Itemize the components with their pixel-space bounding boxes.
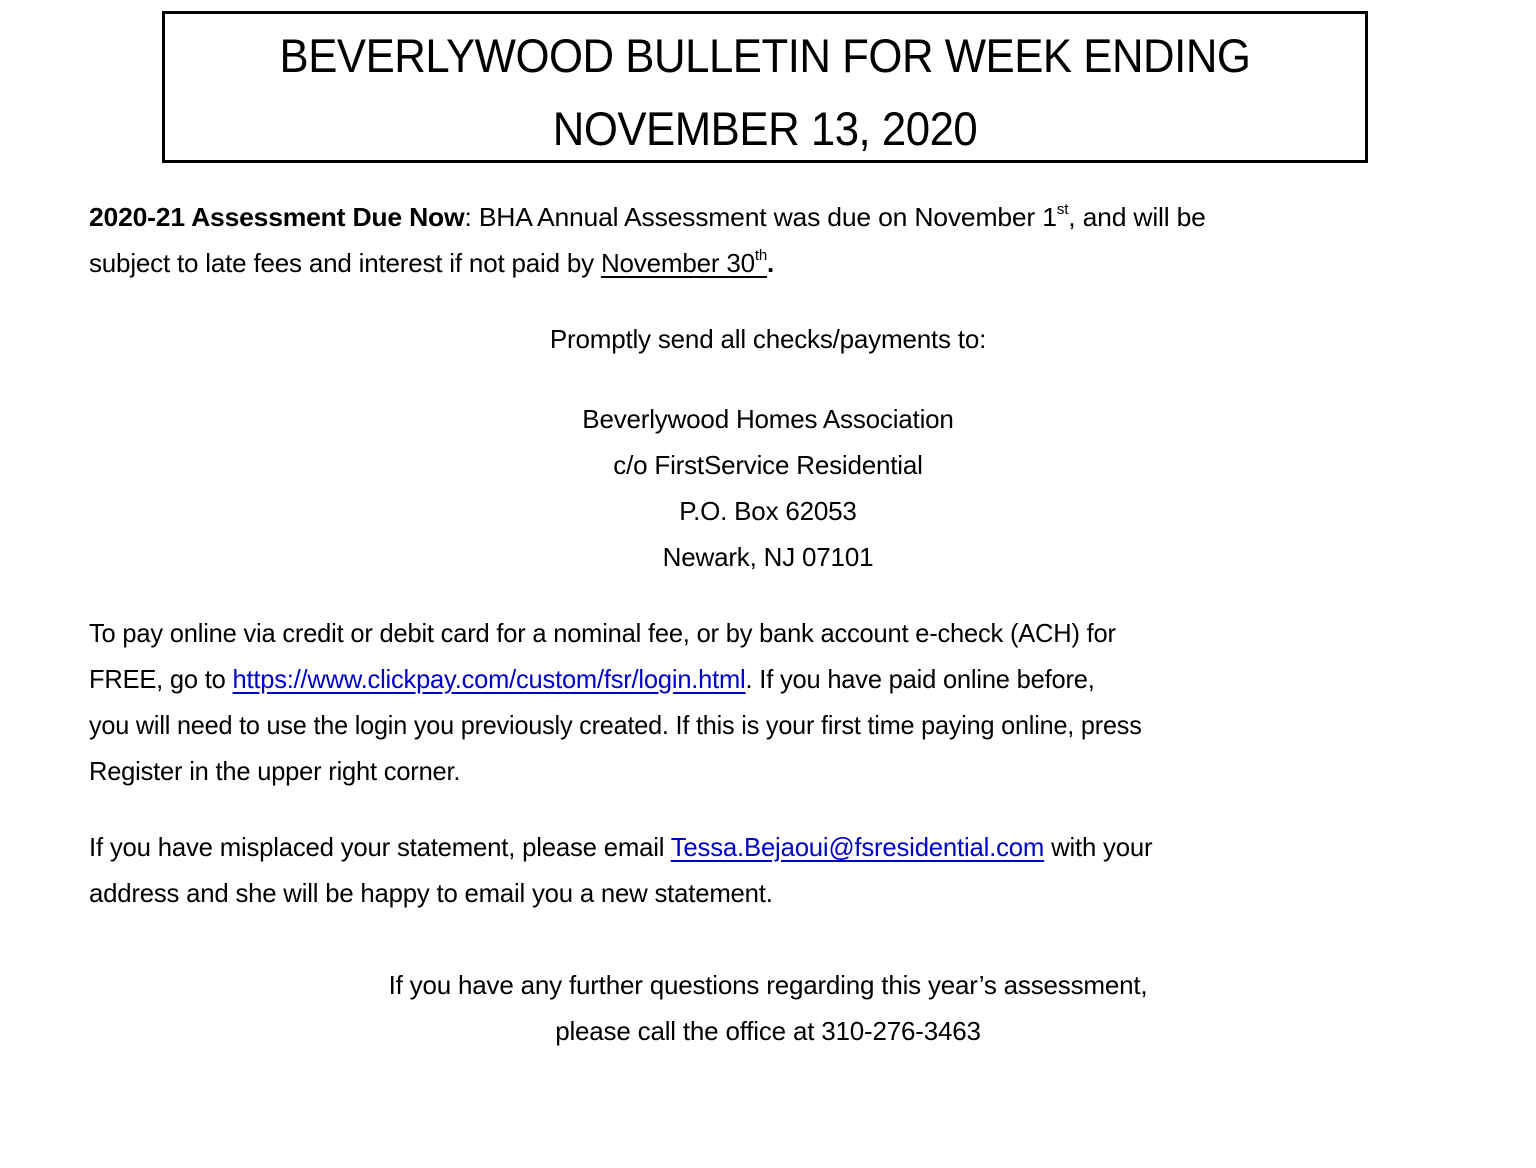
contact-line-1: If you have any further questions regarding this year’s assessment, <box>388 970 1148 1000</box>
assessment-line-2 <box>89 245 774 281</box>
assessment-line-1-text: BHA Annual Assessment was due on November 1 <box>471 202 1057 232</box>
online-payment-line-2 <box>89 661 1095 697</box>
address-line-city-state-zip: Newark, NJ 07101 <box>662 542 874 572</box>
ordinal-suffix: st <box>1056 201 1069 219</box>
contact-email-link[interactable]: Tessa.Bejaoui@fsresidential.com <box>670 832 1045 862</box>
address-line-care-of: c/o FirstService Residential <box>613 450 923 480</box>
contact-line-2: please call the office at 310-276-3463 <box>555 1016 981 1046</box>
bulletin-title-box <box>162 11 1368 163</box>
misplaced-statement-line-2: address and she will be happy to email you a new statement. <box>89 878 773 908</box>
assessment-line-1-tail: , and will be <box>1068 202 1206 232</box>
online-payment-line-2-pre: FREE, go to <box>89 664 233 694</box>
assessment-heading: 2020-21 Assessment Due Now <box>89 202 465 232</box>
address-line-organization: Beverlywood Homes Association <box>582 404 954 434</box>
deadline-date <box>601 248 767 278</box>
misplaced-statement-line-1-pre: If you have misplaced your statement, please email <box>89 832 671 862</box>
clickpay-login-link[interactable]: https://www.clickpay.com/custom/fsr/login.html <box>232 664 746 694</box>
ordinal-suffix: th <box>754 247 767 265</box>
deadline-date-text: November 30 <box>600 248 755 278</box>
assessment-line-1 <box>89 199 1206 235</box>
payment-intro: Promptly send all checks/payments to: <box>549 324 987 354</box>
bulletin-title-line-1: BEVERLYWOOD BULLETIN FOR WEEK ENDING <box>279 29 1251 82</box>
online-payment-line-2-post: . If you have paid online before, <box>745 664 1095 694</box>
bulletin-title-line-2: NOVEMBER 13, 2020 <box>552 102 978 155</box>
address-line-po-box: P.O. Box 62053 <box>679 496 857 526</box>
online-payment-line-1: To pay online via credit or debit card for a nominal fee, or by bank account e-check (ACH) for <box>89 618 1116 648</box>
assessment-line-2-tail: . <box>766 248 775 278</box>
online-payment-line-4: Register in the upper right corner. <box>89 756 461 786</box>
assessment-line-2-text: subject to late fees and interest if not paid by <box>89 248 601 278</box>
misplaced-statement-line-1-post: with your <box>1044 832 1153 862</box>
online-payment-line-3: you will need to use the login you previously created. If this is your first time paying online, press <box>89 710 1142 740</box>
assessment-heading-colon: : <box>464 202 472 232</box>
misplaced-statement-line-1 <box>89 829 1152 865</box>
